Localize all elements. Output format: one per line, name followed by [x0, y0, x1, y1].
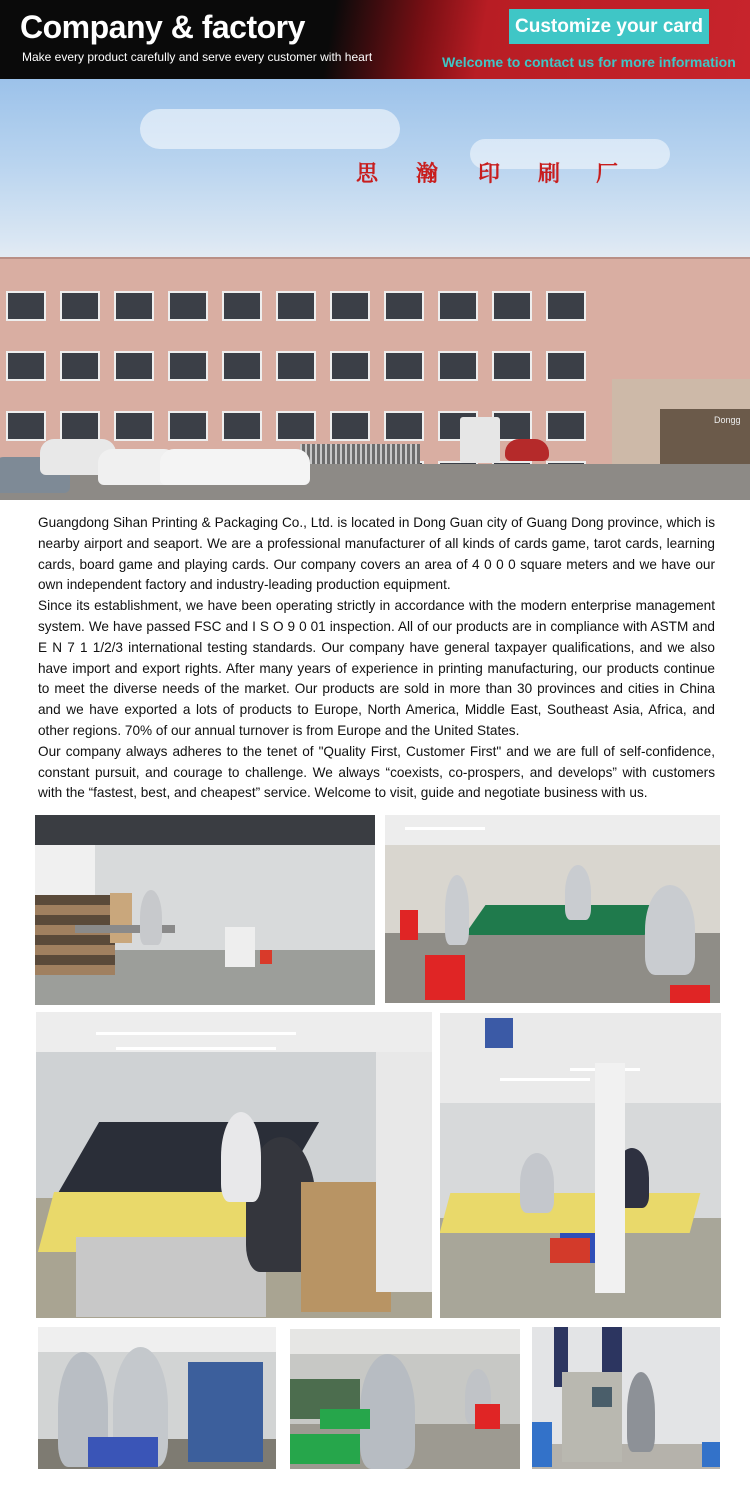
building-window [222, 411, 262, 441]
pillar [595, 1063, 625, 1293]
building-window [114, 411, 154, 441]
building-window [222, 291, 262, 321]
machine [225, 927, 255, 967]
ceiling-light [116, 1047, 276, 1050]
yellow-table [440, 1193, 700, 1233]
sign-character: 瀚 [416, 161, 439, 186]
cabinet [76, 1237, 266, 1317]
sign-character: 厂 [596, 161, 619, 186]
building-window [276, 291, 316, 321]
ceiling-light [96, 1032, 296, 1035]
cloud [140, 109, 400, 149]
building-window [438, 291, 478, 321]
box-stack [110, 893, 132, 943]
worker [565, 865, 591, 920]
building-window [276, 411, 316, 441]
contact-link[interactable]: Welcome to contact us for more information [442, 54, 736, 70]
building-window [276, 351, 316, 381]
paper-cutter [562, 1372, 622, 1462]
ceiling [38, 1327, 276, 1352]
warehouse-photo [35, 815, 375, 1005]
red-crate [550, 1238, 590, 1263]
blue-crate [532, 1422, 552, 1467]
building-window [492, 291, 532, 321]
fire-extinguisher [260, 950, 272, 964]
worker [645, 885, 695, 975]
building-window [168, 411, 208, 441]
building-window [114, 351, 154, 381]
sign-character: 印 [478, 161, 501, 186]
machine [188, 1362, 263, 1462]
red-stool [400, 910, 418, 940]
red-stool [670, 985, 710, 1003]
company-intro [38, 513, 715, 804]
worker [520, 1153, 554, 1213]
factory-building-photo [0, 79, 750, 500]
building-window [60, 291, 100, 321]
blue-sign [485, 1018, 513, 1048]
building-window [60, 351, 100, 381]
building-window [546, 291, 586, 321]
inspection-photo [38, 1327, 276, 1469]
floor [532, 1444, 720, 1469]
page-header [0, 0, 750, 79]
car [160, 449, 310, 485]
production-hall-photo [440, 1013, 721, 1318]
intro-paragraph: Our company always adheres to the tenet of "Quality First, Customer First" and we are full of self-confidence, constant pursuit, and courage to challenge. We always “coexists, co-prospers, and develops” with customers with the “fastest, best, and cheapest” service. Welcome to visit, guide and negotiate business with us. [38, 743, 715, 801]
building-window [330, 291, 370, 321]
building-window [492, 351, 532, 381]
truck [460, 417, 500, 463]
sign-character: 思 [356, 161, 379, 186]
page-subtitle: Make every product carefully and serve every customer with heart [22, 50, 373, 64]
intro-paragraph: Guangdong Sihan Printing & Packaging Co., Ltd. is located in Dong Guan city of Guang Dong province, which is nearby airport and seaport. We are a professional manufacturer of all kinds of cards game, tarot cards, learning cards, board game and playing cards. Our company covers an area of 4 0 0 0 square meters and we have our own independent factory and industry-leading production equipment. [38, 515, 715, 593]
ceiling-light [405, 827, 485, 830]
customize-card-button[interactable]: Customize your card [509, 9, 709, 44]
blue-crate [702, 1442, 720, 1467]
building-window [384, 411, 424, 441]
red-stool [425, 955, 465, 1000]
building-window [330, 351, 370, 381]
building-window [330, 411, 370, 441]
building-window [384, 291, 424, 321]
packing-area-photo [290, 1329, 520, 1469]
page-title: Company & factory [20, 9, 305, 45]
building-window [6, 291, 46, 321]
building-window [6, 411, 46, 441]
building-window [546, 351, 586, 381]
green-crate [320, 1409, 370, 1429]
assembly-line-photo [36, 1012, 432, 1318]
ceiling-light [500, 1078, 590, 1081]
intro-paragraph: Since its establishment, we have been operating strictly in accordance with the modern enterprise management system. We have passed FSC and I S O 9 0 01 inspection. All of our products are in compliance with ASTM and E N 7 1 1/2/3 international testing standards. Our company have general taxpayer qualifications, and we also have import and export rights. After many years of experience in printing manufacturing, our products continue to meet the diverse needs of the market. Our products are sold in more than 30 provinces and cities in China and we have exported a lots of products to Europe, North America, Middle East, Southeast Asia, Africa, and other regions. 70% of our annual turnover is from Europe and the United States. [38, 598, 715, 738]
worker [221, 1112, 261, 1202]
cutter-screen [592, 1387, 612, 1407]
worker [627, 1372, 655, 1452]
building-window [222, 351, 262, 381]
building-window [60, 411, 100, 441]
ceiling [440, 1013, 721, 1103]
gate-sign: Dongg [714, 415, 741, 425]
sign-character: 刷 [538, 161, 561, 186]
ceiling [290, 1329, 520, 1354]
building-window [114, 291, 154, 321]
blue-crate [88, 1437, 158, 1467]
building-window [168, 351, 208, 381]
green-crate [290, 1434, 360, 1464]
car [505, 439, 549, 461]
building-window [546, 411, 586, 441]
cutting-machine-photo [532, 1327, 720, 1469]
red-stool [475, 1404, 500, 1429]
building-window [168, 291, 208, 321]
shelf [35, 895, 115, 975]
building-window [384, 351, 424, 381]
ceiling [385, 815, 720, 845]
building-window [438, 351, 478, 381]
worker [140, 890, 162, 945]
building-window [6, 351, 46, 381]
conveyor-line-photo [385, 815, 720, 1003]
worker [445, 875, 469, 945]
pillar [376, 1052, 432, 1292]
ceiling [35, 815, 375, 845]
